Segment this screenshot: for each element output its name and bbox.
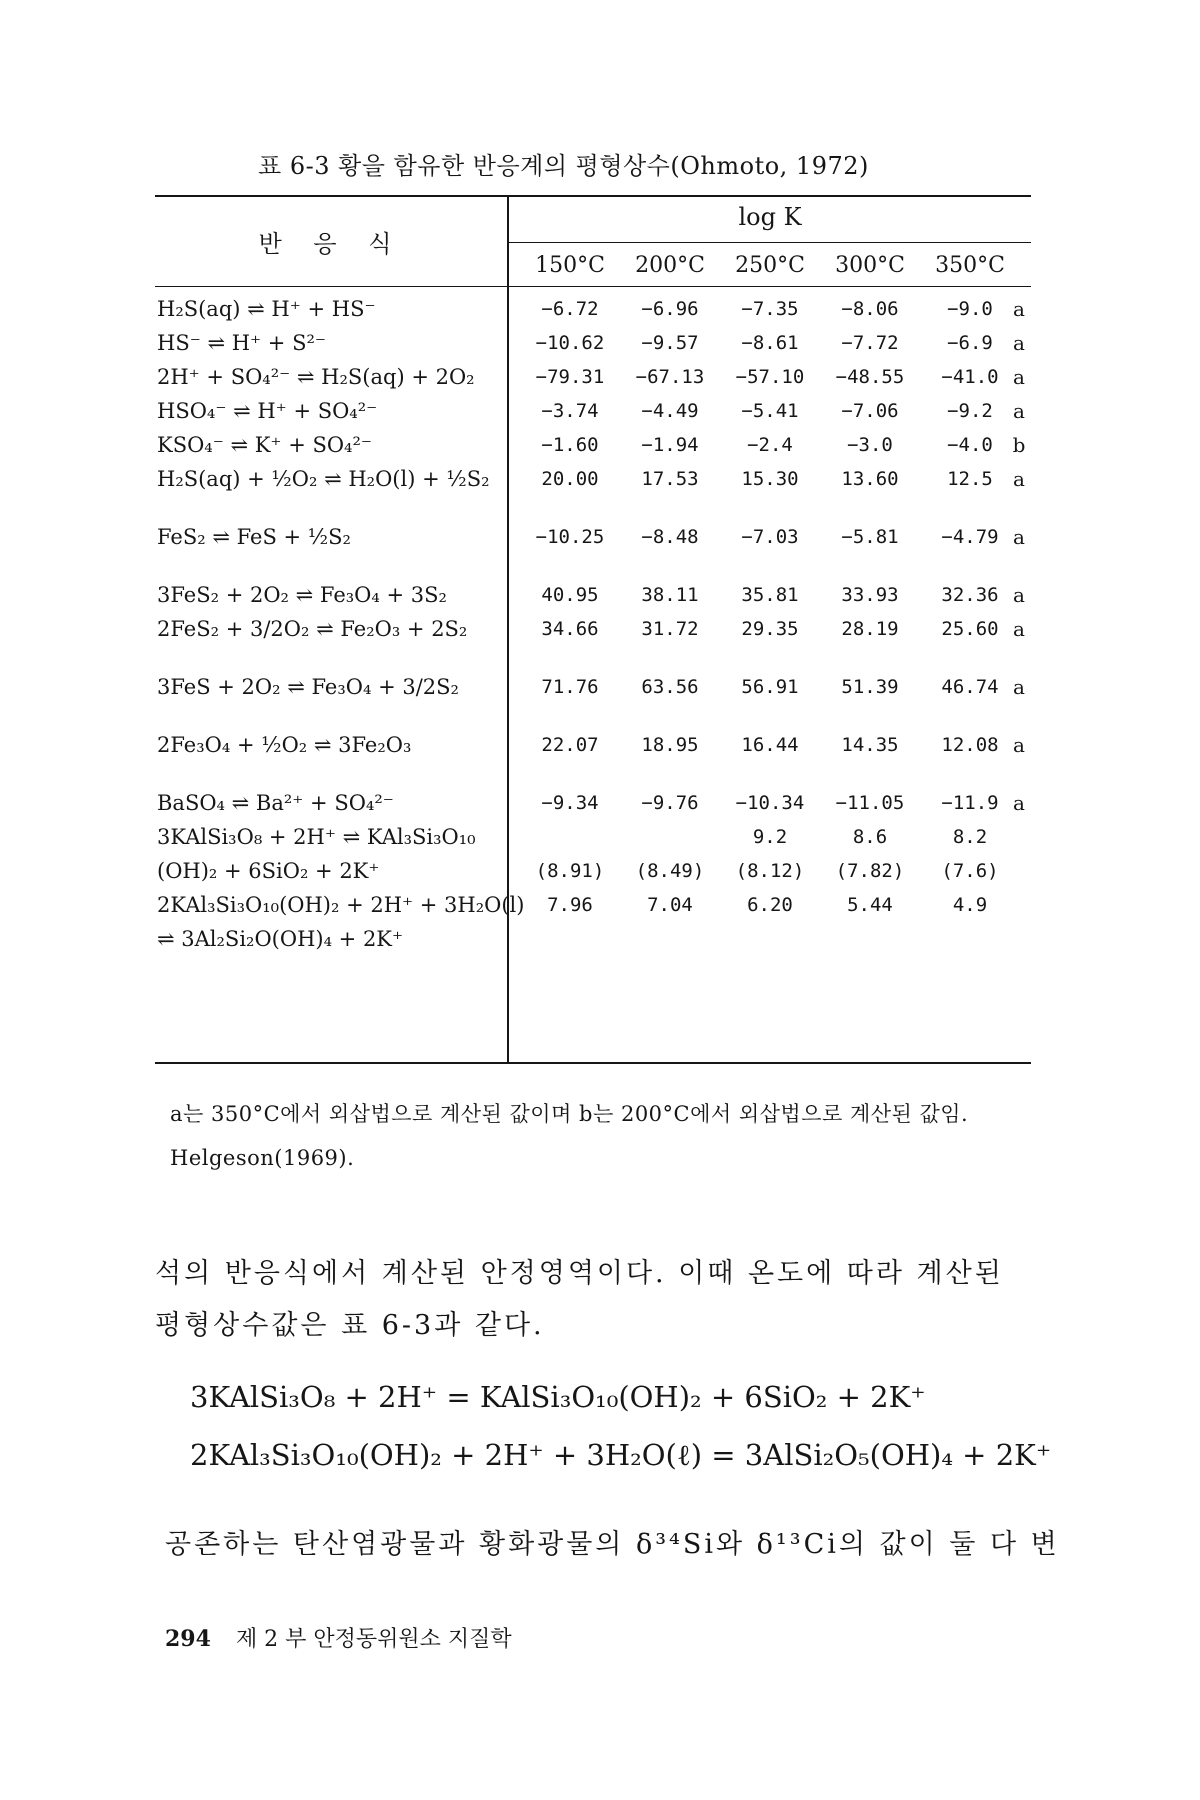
logk-value-cell: −9.76 bbox=[641, 792, 699, 814]
logk-value-cell: 38.11 bbox=[641, 584, 699, 606]
logk-value-cell: 17.53 bbox=[641, 468, 699, 490]
logk-header-rule bbox=[509, 242, 1031, 243]
logk-value-cell: −5.81 bbox=[841, 526, 899, 548]
logk-value-cell: −1.94 bbox=[641, 434, 699, 456]
logk-value-cell: 6.20 bbox=[747, 894, 793, 916]
table-row bbox=[155, 731, 1031, 789]
table-body bbox=[155, 295, 1031, 959]
logk-value-cell: 32.36 bbox=[941, 584, 999, 606]
logk-value-cell: −5.41 bbox=[741, 400, 799, 422]
logk-value-cell: −4.79 bbox=[941, 526, 999, 548]
logk-value-cell: 18.95 bbox=[641, 734, 699, 756]
reaction-cell: 3KAlSi₃O₈ + 2H⁺ ⇌ KAl₃Si₃O₁₀ bbox=[157, 825, 476, 849]
logk-value-cell: −9.0 bbox=[947, 298, 993, 320]
logk-value-cell: 8.2 bbox=[952, 826, 988, 848]
logk-value-cell: −8.61 bbox=[741, 332, 799, 354]
table-row bbox=[155, 431, 1031, 465]
table-row bbox=[155, 823, 1031, 857]
table-row bbox=[155, 615, 1031, 673]
source-note-cell: a bbox=[1013, 297, 1025, 321]
reaction-cell: FeS₂ ⇌ FeS + ½S₂ bbox=[157, 525, 351, 549]
logk-value-cell: 34.66 bbox=[541, 618, 599, 640]
temperature-header: 200°C bbox=[635, 253, 705, 278]
logk-value-cell: 28.19 bbox=[841, 618, 899, 640]
table-bottom-rule bbox=[155, 1062, 1031, 1064]
table-row bbox=[155, 673, 1031, 731]
reaction-cell: KSO₄⁻ ⇌ K⁺ + SO₄²⁻ bbox=[157, 433, 372, 457]
table-row bbox=[155, 295, 1031, 329]
logk-value-cell: −7.03 bbox=[741, 526, 799, 548]
source-note-cell: a bbox=[1013, 365, 1025, 389]
logk-value-cell: −10.25 bbox=[535, 526, 605, 548]
logk-value-cell: 16.44 bbox=[741, 734, 799, 756]
logk-value-cell: (7.6) bbox=[941, 860, 999, 882]
logk-value-cell: −7.35 bbox=[741, 298, 799, 320]
logk-value-cell: 5.44 bbox=[847, 894, 893, 916]
logk-value-cell: −48.55 bbox=[835, 366, 905, 388]
logk-value-cell: 13.60 bbox=[841, 468, 899, 490]
table-row bbox=[155, 925, 1031, 959]
logk-value-cell: −6.9 bbox=[947, 332, 993, 354]
reaction-cell: 2KAl₃Si₃O₁₀(OH)₂ + 2H⁺ + 3H₂O(l) bbox=[157, 893, 525, 917]
logk-value-cell: 46.74 bbox=[941, 676, 999, 698]
logk-value-cell: −11.9 bbox=[941, 792, 999, 814]
reaction-cell: H₂S(aq) + ½O₂ ⇌ H₂O(l) + ½S₂ bbox=[157, 467, 490, 491]
logk-value-cell: 22.07 bbox=[541, 734, 599, 756]
source-note-cell: a bbox=[1013, 617, 1025, 641]
source-note-cell: a bbox=[1013, 525, 1025, 549]
page-number: 294 bbox=[165, 1626, 211, 1652]
reaction-cell: 2Fe₃O₄ + ½O₂ ⇌ 3Fe₂O₃ bbox=[157, 733, 412, 757]
logk-value-cell: −11.05 bbox=[835, 792, 905, 814]
table-row bbox=[155, 465, 1031, 523]
logk-value-cell: 51.39 bbox=[841, 676, 899, 698]
logk-value-cell: 7.96 bbox=[547, 894, 593, 916]
logk-value-cell: 15.30 bbox=[741, 468, 799, 490]
reaction-cell: 3FeS₂ + 2O₂ ⇌ Fe₃O₄ + 3S₂ bbox=[157, 583, 447, 607]
logk-value-cell: −57.10 bbox=[735, 366, 805, 388]
logk-value-cell: 33.93 bbox=[841, 584, 899, 606]
logk-value-cell: −3.74 bbox=[541, 400, 599, 422]
reaction-cell: H₂S(aq) ⇌ H⁺ + HS⁻ bbox=[157, 297, 376, 321]
temperature-header: 150°C bbox=[535, 253, 605, 278]
source-note-cell: a bbox=[1013, 399, 1025, 423]
table-row bbox=[155, 363, 1031, 397]
table-caption: 표 6-3 황을 함유한 반응계의 평형상수(Ohmoto, 1972) bbox=[258, 152, 869, 180]
logk-value-cell: −79.31 bbox=[535, 366, 605, 388]
logk-value-cell: 14.35 bbox=[841, 734, 899, 756]
logk-value-cell: −3.0 bbox=[847, 434, 893, 456]
logk-value-cell: 35.81 bbox=[741, 584, 799, 606]
logk-value-cell: 7.04 bbox=[647, 894, 693, 916]
reaction-cell: HSO₄⁻ ⇌ H⁺ + SO₄²⁻ bbox=[157, 399, 378, 423]
body-paragraph: 석의 반응식에서 계산된 안정영역이다. 이때 온도에 따라 계산된 평형상수값은 표 6-3과 같다. bbox=[155, 1258, 1004, 1341]
temperature-header: 300°C bbox=[835, 253, 905, 278]
table-row bbox=[155, 329, 1031, 363]
logk-value-cell: 31.72 bbox=[641, 618, 699, 640]
reaction-cell: 3FeS + 2O₂ ⇌ Fe₃O₄ + 3/2S₂ bbox=[157, 675, 459, 699]
logk-group-header: log K bbox=[738, 203, 802, 231]
source-note-cell: a bbox=[1013, 583, 1025, 607]
logk-value-cell: −10.34 bbox=[735, 792, 805, 814]
source-note-cell: a bbox=[1013, 675, 1025, 699]
running-title: 제 2 부 안정동위원소 지질학 bbox=[235, 1627, 512, 1652]
source-note-cell: a bbox=[1013, 467, 1025, 491]
logk-value-cell: 63.56 bbox=[641, 676, 699, 698]
table-row bbox=[155, 857, 1031, 891]
table-footnote: a는 350°C에서 외삽법으로 계산된 값이며 b는 200°C에서 외삽법으로 계산된 값임. Helgeson(1969). bbox=[170, 1102, 969, 1170]
table-row bbox=[155, 581, 1031, 615]
equation-2: 2KAl₃Si₃O₁₀(OH)₂ + 2H⁺ + 3H₂O(ℓ) = 3AlSi₂O₅(OH)₄ + 2K⁺ bbox=[190, 1438, 1052, 1472]
equation-1: 3KAlSi₃O₈ + 2H⁺ = KAlSi₃O₁₀(OH)₂ + 6SiO₂ + 2K⁺ bbox=[190, 1380, 926, 1414]
logk-value-cell: (7.82) bbox=[835, 860, 905, 882]
temperature-header-row bbox=[509, 253, 1031, 283]
logk-value-cell: −1.60 bbox=[541, 434, 599, 456]
logk-value-cell: (8.91) bbox=[535, 860, 605, 882]
logk-value-cell: −6.96 bbox=[641, 298, 699, 320]
source-note-cell: b bbox=[1012, 433, 1026, 457]
header-bottom-rule bbox=[155, 286, 1031, 287]
reaction-cell: (OH)₂ + 6SiO₂ + 2K⁺ bbox=[157, 859, 380, 883]
logk-value-cell: −4.0 bbox=[947, 434, 993, 456]
temperature-header: 350°C bbox=[935, 253, 1005, 278]
table-row bbox=[155, 891, 1031, 925]
logk-value-cell: −9.57 bbox=[641, 332, 699, 354]
logk-value-cell: 12.08 bbox=[941, 734, 999, 756]
body-paragraph-continued: 공존하는 탄산염광물과 황화광물의 δ³⁴Si와 δ¹³Ci의 값이 둘 다 변 bbox=[165, 1529, 1060, 1560]
source-note-cell: a bbox=[1013, 733, 1025, 757]
logk-value-cell: −2.4 bbox=[747, 434, 793, 456]
logk-value-cell: −7.72 bbox=[841, 332, 899, 354]
logk-value-cell: 20.00 bbox=[541, 468, 599, 490]
logk-value-cell: −9.2 bbox=[947, 400, 993, 422]
reaction-cell: BaSO₄ ⇌ Ba²⁺ + SO₄²⁻ bbox=[157, 791, 394, 815]
logk-value-cell: 71.76 bbox=[541, 676, 599, 698]
reaction-cell: 2FeS₂ + 3/2O₂ ⇌ Fe₂O₃ + 2S₂ bbox=[157, 617, 468, 641]
page-footer bbox=[165, 1622, 512, 1653]
logk-value-cell: −41.0 bbox=[941, 366, 999, 388]
table-row bbox=[155, 397, 1031, 431]
reaction-cell: 2H⁺ + SO₄²⁻ ⇌ H₂S(aq) + 2O₂ bbox=[157, 365, 475, 389]
reaction-cell: HS⁻ ⇌ H⁺ + S²⁻ bbox=[157, 331, 326, 355]
logk-value-cell: (8.49) bbox=[635, 860, 705, 882]
logk-value-cell: −8.48 bbox=[641, 526, 699, 548]
logk-value-cell: 9.2 bbox=[752, 826, 788, 848]
table-row bbox=[155, 523, 1031, 581]
table-row bbox=[155, 789, 1031, 823]
reaction-cell: ⇌ 3Al₂Si₂O(OH)₄ + 2K⁺ bbox=[157, 927, 404, 951]
logk-value-cell: −7.06 bbox=[841, 400, 899, 422]
logk-value-cell: −8.06 bbox=[841, 298, 899, 320]
logk-value-cell: (8.12) bbox=[735, 860, 805, 882]
logk-value-cell: −9.34 bbox=[541, 792, 599, 814]
logk-value-cell: −67.13 bbox=[635, 366, 705, 388]
logk-value-cell: 56.91 bbox=[741, 676, 799, 698]
reaction-column-header: 반 응 식 bbox=[258, 230, 404, 258]
logk-value-cell: 4.9 bbox=[952, 894, 988, 916]
logk-value-cell: 29.35 bbox=[741, 618, 799, 640]
logk-value-cell: −10.62 bbox=[535, 332, 605, 354]
source-note-cell: a bbox=[1013, 791, 1025, 815]
logk-value-cell: 40.95 bbox=[541, 584, 599, 606]
temperature-header: 250°C bbox=[735, 253, 805, 278]
logk-value-cell: 25.60 bbox=[941, 618, 999, 640]
logk-value-cell: 8.6 bbox=[852, 826, 888, 848]
logk-value-cell: −6.72 bbox=[541, 298, 599, 320]
source-note-cell: a bbox=[1013, 331, 1025, 355]
logk-value-cell: 12.5 bbox=[947, 468, 993, 490]
logk-value-cell: −4.49 bbox=[641, 400, 699, 422]
